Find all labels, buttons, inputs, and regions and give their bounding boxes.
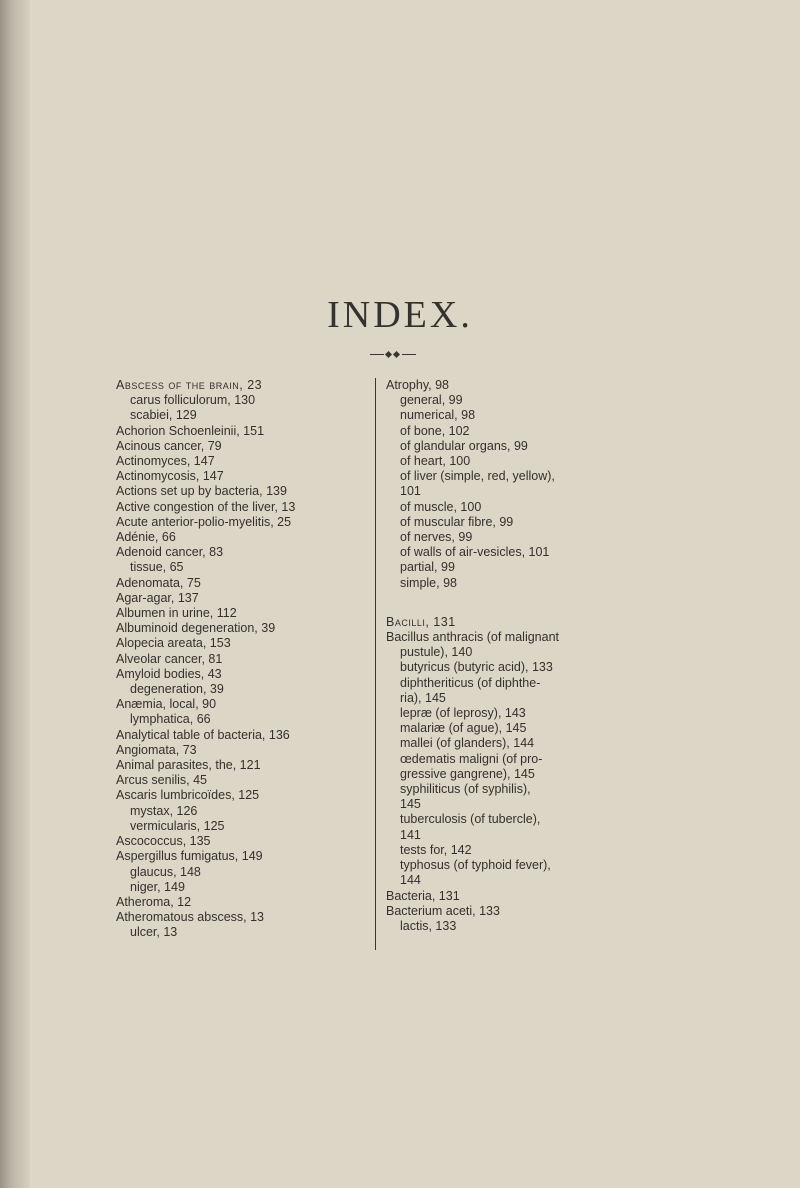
- index-subentry: vermicularis, 125: [130, 818, 225, 833]
- index-entry: Ascococcus, 135: [116, 834, 211, 849]
- title-ornament: [370, 350, 416, 360]
- index-subentry: of heart, 100: [400, 454, 471, 469]
- page-binding-edge: [0, 0, 30, 1188]
- index-subentry: 145: [400, 797, 421, 812]
- index-entry: Analytical table of bacteria, 136: [116, 727, 290, 742]
- index-entry: Atheromatous abscess, 13: [116, 910, 264, 925]
- index-subentry: 141: [400, 827, 421, 842]
- index-subentry: carus folliculorum, 130: [130, 393, 256, 408]
- index-entry: Active congestion of the liver, 13: [116, 499, 296, 514]
- index-subentry: lepræ (of leprosy), 143: [400, 706, 526, 721]
- index-subentry: œdematis maligni (of pro-: [400, 751, 543, 766]
- index-subentry: of glandular organs, 99: [400, 438, 528, 453]
- index-entry: Achorion Schoenleinii, 151: [116, 423, 265, 438]
- index-subentry: of muscle, 100: [400, 499, 482, 514]
- index-subentry: of bone, 102: [400, 423, 470, 438]
- index-entry: Adenomata, 75: [116, 575, 201, 590]
- index-subentry: syphiliticus (of syphilis),: [400, 782, 531, 797]
- index-entry: Adénie, 66: [116, 530, 176, 545]
- index-subentry: partial, 99: [400, 560, 455, 575]
- index-subentry: tests for, 142: [400, 842, 472, 857]
- index-subentry: malariæ (of ague), 145: [400, 721, 527, 736]
- index-entry: Bacterium aceti, 133: [386, 903, 500, 918]
- index-entry: Actinomycosis, 147: [116, 469, 224, 484]
- index-subentry: gressive gangrene), 145: [400, 766, 535, 781]
- index-subentry: niger, 149: [130, 879, 185, 894]
- index-subentry: glaucus, 148: [130, 864, 201, 879]
- index-subentry: mallei (of glanders), 144: [400, 736, 535, 751]
- index-entry: Alveolar cancer, 81: [116, 651, 223, 666]
- index-entry: Actions set up by bacteria, 139: [116, 484, 287, 499]
- index-entry: Atheroma, 12: [116, 894, 192, 909]
- index-subentry: of liver (simple, red, yellow),: [400, 469, 555, 484]
- index-subentry: 101: [400, 484, 421, 499]
- index-entry: Albumen in urine, 112: [116, 606, 237, 621]
- index-subentry: lymphatica, 66: [130, 712, 211, 727]
- index-entry: Aspergillus fumigatus, 149: [116, 849, 263, 864]
- index-subentry: scabiei, 129: [130, 408, 197, 423]
- index-subentry: general, 99: [400, 393, 463, 408]
- index-entry: Bacillus anthracis (of malignant: [386, 630, 559, 645]
- index-entry: Albuminoid degeneration, 39: [116, 621, 276, 636]
- index-entry: Alopecia areata, 153: [116, 636, 231, 651]
- index-subentry: simple, 98: [400, 575, 457, 590]
- index-subentry: of muscular fibre, 99: [400, 514, 514, 529]
- index-entry: Bacilli, 131: [386, 614, 456, 629]
- index-entry: Atrophy, 98: [386, 378, 450, 392]
- index-subentry: mystax, 126: [130, 803, 198, 818]
- index-entry: Actinomyces, 147: [116, 454, 215, 469]
- index-subentry: lactis, 133: [400, 918, 457, 933]
- index-subentry: 144: [400, 873, 421, 888]
- index-column-left: [116, 378, 366, 941]
- index-subentry: tissue, 65: [130, 560, 184, 575]
- index-entry: Angiomata, 73: [116, 742, 197, 757]
- index-subentry: numerical, 98: [400, 408, 476, 423]
- index-subentry: degeneration, 39: [130, 682, 224, 697]
- section-gap: [386, 591, 656, 615]
- index-subentry: of nerves, 99: [400, 530, 473, 545]
- index-subentry: tuberculosis (of tubercle),: [400, 812, 541, 827]
- index-entry: Acinous cancer, 79: [116, 438, 222, 453]
- index-subentry: ria), 145: [400, 690, 446, 705]
- index-subentry: pustule), 140: [400, 645, 473, 660]
- index-subentry: butyricus (butyric acid), 133: [400, 660, 553, 675]
- index-entry: Adenoid cancer, 83: [116, 545, 224, 560]
- index-column-right: [375, 378, 656, 950]
- index-subentry: typhosus (of typhoid fever),: [400, 858, 551, 873]
- index-subentry: of walls of air-vesicles, 101: [400, 545, 550, 560]
- index-entry: Bacteria, 131: [386, 888, 460, 903]
- index-entry: Animal parasites, the, 121: [116, 758, 261, 773]
- index-subentry: diphtheriticus (of diphthe-: [400, 675, 541, 690]
- index-subentry: ulcer, 13: [130, 925, 178, 940]
- index-entry: Acute anterior-polio-myelitis, 25: [116, 514, 292, 529]
- index-entry: Abscess of the brain, 23: [116, 378, 263, 392]
- index-entry: Amyloid bodies, 43: [116, 666, 222, 681]
- index-entry: Anæmia, local, 90: [116, 697, 217, 712]
- index-entry: Ascaris lumbricoïdes, 125: [116, 788, 260, 803]
- index-entry: Agar-agar, 137: [116, 590, 199, 605]
- page-title: INDEX.: [327, 294, 473, 336]
- index-entry: Arcus senilis, 45: [116, 773, 208, 788]
